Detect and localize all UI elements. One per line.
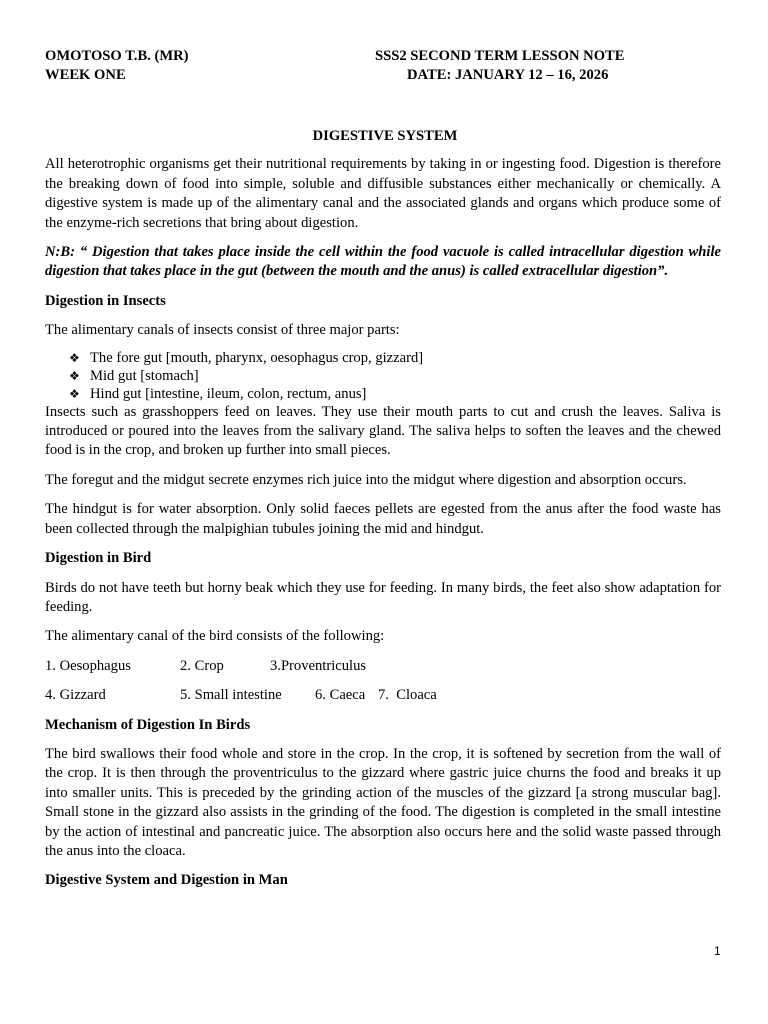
page-number: 1	[714, 944, 721, 958]
bird-heading: Digestion in Bird	[45, 550, 152, 567]
man-heading: Digestive System and Digestion in Man	[45, 872, 288, 889]
page-title: DIGESTIVE SYSTEM	[312, 128, 458, 144]
diamond-bullet-icon: ❖	[69, 368, 80, 383]
bird-lead: The alimentary canal of the bird consists of the following:	[45, 628, 385, 645]
header-left	[45, 47, 375, 85]
mechanism-heading: Mechanism of Digestion In Birds	[45, 716, 251, 733]
bird-paragraph-1: Birds do not have teeth but horny beak which they use for feeding. In many birds, the feet also show adaptation for feeding.	[45, 579, 721, 615]
bird-part: 5. Small intestine	[180, 687, 282, 704]
insects-heading: Digestion in Insects	[45, 292, 166, 309]
diamond-bullet-icon: ❖	[69, 386, 80, 401]
bird-part: 7. Cloaca	[378, 687, 437, 704]
bird-parts-row-1	[45, 657, 721, 676]
document-page	[45, 47, 721, 901]
list-item-text: Hind gut [intestine, ileum, colon, rectum, anus]	[90, 385, 367, 402]
bird-part: 1. Oesophagus	[45, 657, 131, 674]
lesson-note-title: SSS2 SECOND TERM LESSON NOTE	[375, 48, 625, 64]
date-line: DATE: JANUARY 12 – 16, 2026	[407, 67, 609, 83]
header-right	[375, 47, 721, 85]
teacher-name: OMOTOSO T.B. (MR)	[45, 48, 189, 64]
bird-part: 3.Proventriculus	[270, 657, 367, 674]
diamond-bullet-icon: ❖	[69, 350, 80, 365]
bird-part: 2. Crop	[180, 657, 224, 674]
insects-paragraph-2: The foregut and the midgut secrete enzymes rich juice into the midgut where digestion and absorption occurs.	[45, 471, 687, 488]
list-item	[69, 385, 721, 403]
week-label: WEEK ONE	[45, 67, 126, 83]
bird-parts-row-2	[45, 686, 721, 705]
intro-paragraph: All heterotrophic organisms get their nutritional requirements by taking in or ingesting food. Digestion is therefore the breaking down of food into simple, soluble and diffusible substances either mechanically or chemically. A digestive system is made up of the alimentary canal and the associated glands and organs which produce some of the enzyme-rich secretions that bring about digestion.	[45, 156, 721, 231]
list-item-text: Mid gut [stomach]	[90, 367, 199, 384]
bird-part: 6. Caeca	[315, 687, 366, 704]
list-item	[69, 367, 721, 385]
list-item-text: The fore gut [mouth, pharynx, oesophagus crop, gizzard]	[90, 349, 424, 366]
list-item	[69, 349, 721, 367]
document-header	[45, 47, 721, 85]
insects-paragraph-1: Insects such as grasshoppers feed on leaves. They use their mouth parts to cut and crush the leaves. Saliva is introduced or poured into the leaves from the salivary gland. The saliva helps to soften the leaves and the chewed food is in the crop, and broken up further into small pieces.	[45, 403, 721, 459]
insect-gut-parts-list	[45, 349, 721, 403]
insects-lead: The alimentary canals of insects consist of three major parts:	[45, 322, 400, 339]
mechanism-paragraph: The bird swallows their food whole and store in the crop. In the crop, it is softened by secretion from the wall of the crop. It is then through the proventriculus to the gizzard where gastric juice churns the food and breaks it up into smaller units. This is preceded by the grinding action of the muscles of the gizzard [a strong muscular bag]. Small stone in the gizzard also assists in the grinding of the food. The digestion is completed in the small intestine by the action of intestinal and pancreatic juice. The absorption also occurs here and the solid waste passed through the anus into the cloaca.	[45, 745, 721, 859]
nb-note: N:B: “ Digestion that takes place inside the cell within the food vacuole is called intracellular digestion while digestion that takes place in the gut (between the mouth and the anus) is called extracellular digestion”.	[45, 244, 721, 280]
bird-part: 4. Gizzard	[45, 687, 106, 704]
insects-paragraph-3: The hindgut is for water absorption. Only solid faeces pellets are egested from the anus after the food waste has been collected through the malpighian tubules joining the mid and hindgut.	[45, 501, 721, 537]
